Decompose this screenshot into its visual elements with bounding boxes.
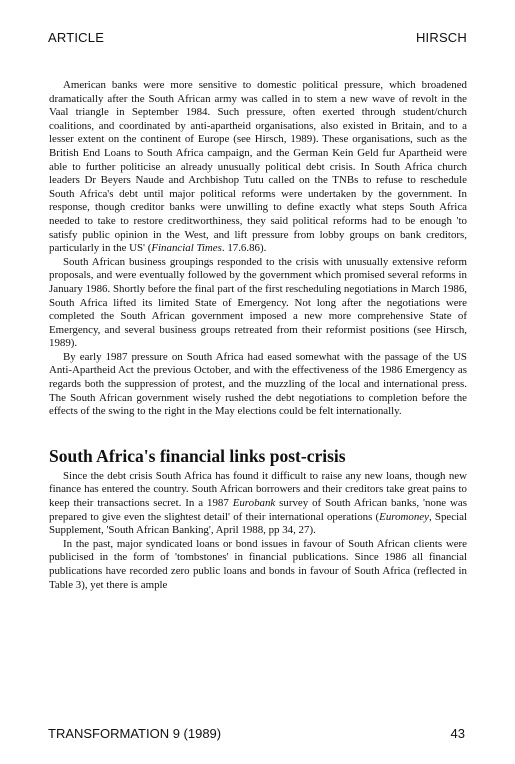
intro-paragraphs [49,79,467,419]
body-paragraph [49,79,467,256]
text-run: survey of South African banks, 'none was prepared to give even the slightest detail' of their international operations ( [49,497,467,523]
header-section-label: ARTICLE [48,30,105,45]
section-paragraphs [49,470,467,592]
body-paragraph [49,538,467,592]
body-paragraph [49,351,467,419]
body-paragraph [49,470,467,538]
running-header [48,30,467,45]
header-author: HIRSCH [415,30,467,45]
page-number: 43 [450,726,465,741]
italic-text: Euromoney [379,510,429,523]
text-run: , Special Supplement, 'South African Banking', April 1988, pp 34, 27). [49,510,467,537]
text-run: American banks were more sensitive to domestic political pressure, which broadened dramatically after the South African army was called in to stem a new wave of revolt in the Vaal triangle in September 1984. Such pressure, often exerted through student/church coalitions, and coordinated by anti-apartheid organisations, also existed in Britain, and to a lesser extent on the continent of Europe (see Hirsch, 1989). These organisations, such as the British End Loans to South Africa campaign, and the German Kein Geld fur Apartheid were able to further politicise an already unusually political debt crisis. In South Africa church leaders Dr Beyers Naude and Archbishop Tutu called on the TNBs to refuse to reschedule South Africa's debt until major political reforms were undertaken by the government. In response, though creditor banks were unwilling to define exactly what steps South Africa needed to take to restore creditworthiness, they said political reforms had to be enough 'to satisfy public opinion in the West, and lift pressure from lobby groups on bank creditors, particularly in the US' ( [49,79,467,255]
italic-text: Eurobank [232,497,276,510]
journal-citation: TRANSFORMATION 9 (1989) [48,726,222,741]
text-run: In the past, major syndicated loans or bond issues in favour of South African clients were publicised in the form of 'tombstones' in financial publications. Since 1986 all financial publications have recorded zero public loans and bonds in favour of South Africa (reflected in Table 3), yet there is ample [49,537,467,591]
running-footer [48,726,465,741]
text-run: . 17.6.86). [221,242,267,255]
text-run: By early 1987 pressure on South Africa had eased somewhat with the passage of the US Anti-Apartheid Act the previous October, and with the effectiveness of the 1986 Emergency as regards both the suppression of protest, and the muzzling of the local and international press. The South African government wisely rushed the debt negotiations to completion before the effects of the swing to the right in the May elections could be felt internationally. [49,350,467,418]
article-body [49,79,467,592]
italic-text: Financial Times [151,242,222,255]
text-run: Since the debt crisis South Africa has found it difficult to raise any new loans, though new finance has entered the country. South African borrowers and their creditors take great pains to keep their transactions secret. In a 1987 [49,469,467,510]
text-run: South African business groupings responded to the crisis with unusually extensive reform proposals, and were eventually followed by the government which promised several reforms in January 1986. Shortly before the final part of the first rescheduling negotiations in March 1986, South Africa lifted its limited State of Emergency. Not long after the negotiations were completed the South African government imposed a new more comprehensive State of Emergency, and several business groups retreated from their reformist positions (see Hirsch, 1989). [49,255,467,350]
section-heading: South Africa's financial links post-crisis [49,445,346,466]
body-paragraph [49,256,467,351]
